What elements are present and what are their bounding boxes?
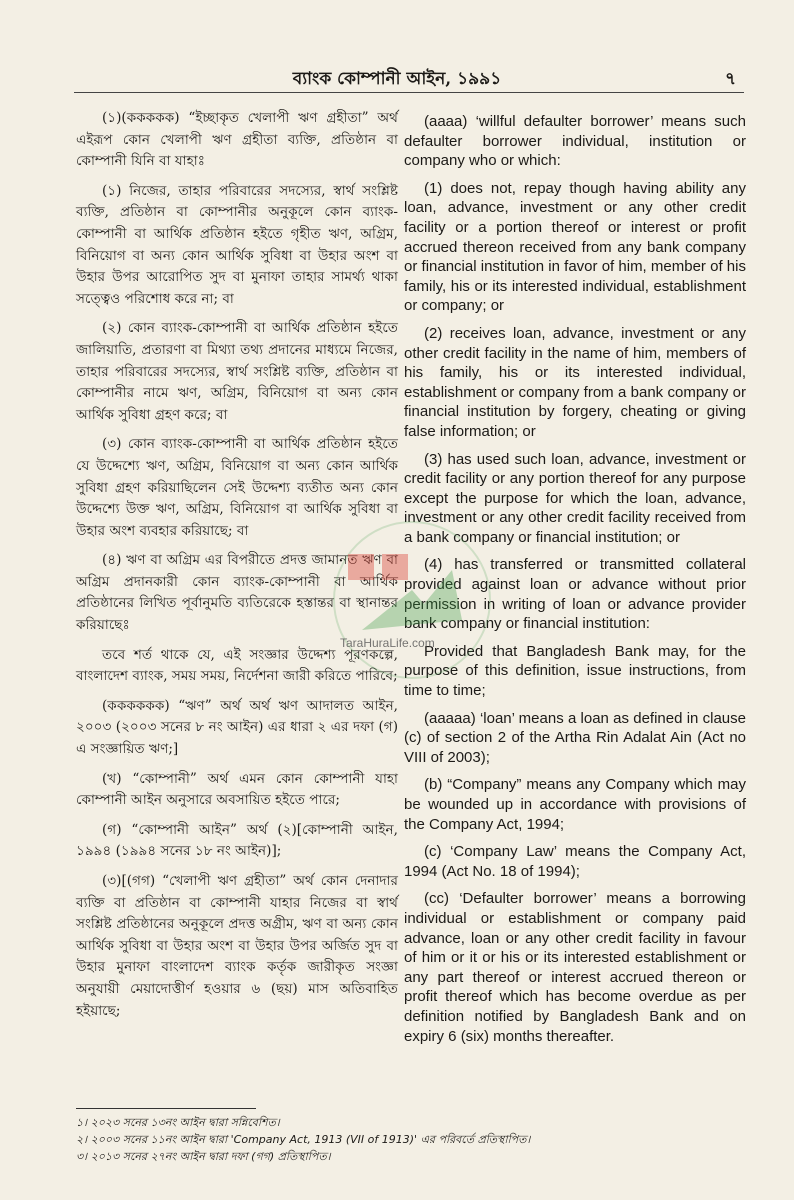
english-paragraph: (aaaaa) ‘loan’ means a loan as defined in clause (c) of section 2 of the Artha Rin Adalat Ain (Act no VIII of 2003);: [404, 709, 746, 766]
english-column: [404, 112, 746, 1054]
english-paragraph: (3) has used such loan, advance, investment or credit facility or any portion thereof for any purpose except the purpose for which the loan, advance, investment or any other credit facility received from a bank company or financial institution; or: [404, 450, 746, 546]
english-paragraph: (cc) ‘Defaulter borrower’ means a borrowing individual or establishment or company paid advance, loan or any other credit facility in favour of him or it or his or its interested establishment or any part thereof or interest accrued thereon or profit thereof which has become overdue as per definition notified by Bangladesh Bank and on expiry 6 (six) months thereafter.: [404, 890, 746, 1045]
bangla-paragraph: (১)(ককককক) “ইচ্ছাকৃত খেলাপী ঋণ গ্রহীতা” অর্থ এইরূপ কোন খেলাপী ঋণ গ্রহীতা ব্যক্তি, প্রতিষ্ঠান বা কোম্পানী যিনি বা যাহাঃ: [76, 110, 398, 170]
watermark-text: TaraHuraLife.com: [340, 636, 435, 650]
english-paragraph: (2) receives loan, advance, investment or any other credit facility in the name of him, members of his family, his or its interested individual, establishment or company from a bank company or financial institution by forgery, cheating or giving false information; or: [404, 324, 746, 440]
footnote: ৩। ২০১৩ সনের ২৭নং আইন দ্বারা দফা (গগ) প্রতিস্থাপিত।: [76, 1150, 331, 1163]
bangla-paragraph: (৩)[(গগ) “খেলাপী ঋণ গ্রহীতা” অর্থ কোন দেনাদার ব্যক্তি বা প্রতিষ্ঠান বা কোম্পানী যাহার নিজের বা স্বার্থ সংশ্লিষ্ট প্রতিষ্ঠানের অনুকূলে প্রদত্ত অগ্রীম, ঋণ বা অন্য কোন আর্থিক সুবিধা বা উহার অংশ বা উহার উপর অর্জিত সুদ বা উহার মুনাফা বাংলাদেশ ব্যাংক কর্তৃক জারীকৃত সংজ্ঞা অনুযায়ী মেয়াদোত্তীর্ণ হওয়ার ৬ (ছয়) মাস অতিবাহিত হইয়াছে;: [76, 873, 398, 1019]
footnote-divider: [76, 1108, 256, 1109]
footnotes: [76, 1114, 756, 1165]
bangla-paragraph: তবে শর্ত থাকে যে, এই সংজ্ঞার উদ্দেশ্য পূরণকল্পে, বাংলাদেশ ব্যাংক, সময় সময়, নির্দেশনা জারী করিতে পারিবে;: [76, 646, 398, 685]
english-paragraph: (1) does not, repay though having ability any loan, advance, investment or any other credit facility or a portion thereof or interest or profit accrued thereon received from any bank company or financial institution in favor of him, member of his family, his or its interested individual, establishment or company; or: [404, 179, 746, 315]
english-paragraph: (c) ‘Company Law’ means the Company Act, 1994 (Act No. 18 of 1994);: [404, 843, 746, 880]
english-paragraph: (b) “Company” means any Company which may be wounded up in accordance with provisions of the Company Act, 1994;: [404, 776, 746, 833]
page-number: ৭: [724, 69, 736, 89]
bangla-paragraph: (২) কোন ব্যাংক-কোম্পানী বা আর্থিক প্রতিষ্ঠান হইতে জালিয়াতি, প্রতারণা বা মিথ্যা তথ্য প্রদানের মাধ্যমে নিজের, তাহার পরিবারের সদস্যের, স্বার্থ সংশ্লিষ্ট ব্যক্তি, প্রতিষ্ঠান বা কোম্পানীর নামে ঋণ, অগ্রিম, বিনিয়োগ বা অন্য কোন আর্থিক সুবিধা গ্রহণ করে; বা: [76, 320, 398, 423]
page-header: [0, 66, 794, 92]
header-divider: [74, 92, 744, 93]
english-paragraph: Provided that Bangladesh Bank may, for the purpose of this definition, issue instructions, from time to time;: [404, 642, 746, 700]
page-title: ব্যাংক কোম্পানী আইন, ১৯৯১: [292, 69, 502, 89]
bangla-paragraph: (কককককক) “ঋণ” অর্থ অর্থ ঋণ আদালত আইন, ২০০৩ (২০০৩ সনের ৮ নং আইন) এর ধারা ২ এর দফা (গ) এ সংজ্ঞায়িত ঋণ;]: [76, 697, 398, 758]
english-paragraph: (4) has transferred or transmitted collateral provided against loan or advance without prior permission in writing of loan or advance provider bank company or financial institution:: [404, 556, 746, 633]
bangla-paragraph: (৩) কোন ব্যাংক-কোম্পানী বা আর্থিক প্রতিষ্ঠান হইতে যে উদ্দেশ্যে ঋণ, অগ্রিম, বিনিয়োগ বা অন্য কোন আর্থিক সুবিধা গ্রহণ করিয়াছিলেন সেই উদ্দেশ্য ব্যতীত অন্য কোন উদ্দেশ্যে উক্ত ঋণ, অগ্রিম, বিনিয়োগ বা আর্থিক সুবিধা বা উহার অংশ ব্যবহার করিয়াছে; বা: [76, 436, 398, 539]
english-paragraph: (aaaa) ‘willful defaulter borrower’ means such defaulter borrower individual, institution or company who or which:: [404, 113, 746, 170]
bangla-paragraph: (৪) ঋণ বা অগ্রিম এর বিপরীতে প্রদত্ত জামানত ঋণ বা অগ্রিম প্রদানকারী কোন ব্যাংক-কোম্পানী বা আর্থিক প্রতিষ্ঠানের লিখিত পূর্বানুমতি ব্যতিরেকে হস্তান্তর বা স্থানান্তর করিয়াছেঃ: [76, 552, 398, 634]
bangla-paragraph: (গ) “কোম্পানী আইন” অর্থ (২)[কোম্পানী আইন, ১৯৯৪ (১৯৯৪ সনের ১৮ নং আইন)];: [76, 821, 398, 860]
bangla-paragraph: (খ) “কোম্পানী” অর্থ এমন কোন কোম্পানী যাহা কোম্পানী আইন অনুসারে অবসায়িত হইতে পারে;: [76, 770, 398, 809]
footnote: ১। ২০২৩ সনের ১৩নং আইন দ্বারা সন্নিবেশিত।: [76, 1116, 280, 1129]
bangla-column: [76, 108, 398, 1030]
bangla-paragraph: (১) নিজের, তাহার পরিবারের সদস্যের, স্বার্থ সংশ্লিষ্ট ব্যক্তি, প্রতিষ্ঠান বা কোম্পানীর অনুকূলে কোন ব্যাংক-কোম্পানী বা আর্থিক প্রতিষ্ঠান হইতে গৃহীত ঋণ, অগ্রিম, বিনিয়োগ বা অন্য কোন আর্থিক সুবিধা বা উহার অংশ বা উহার উপর আরোপিত সুদ বা মুনাফা তাহার সামর্থ্য থাকা সত্ত্বেও পরিশোধ করে না; বা: [76, 182, 398, 307]
footnote: ২। ২০০৩ সনের ১১নং আইন দ্বারা 'Company Act, 1913 (VII of 1913)' এর পরিবর্তে প্রতিস্থাপিত।: [76, 1133, 531, 1146]
